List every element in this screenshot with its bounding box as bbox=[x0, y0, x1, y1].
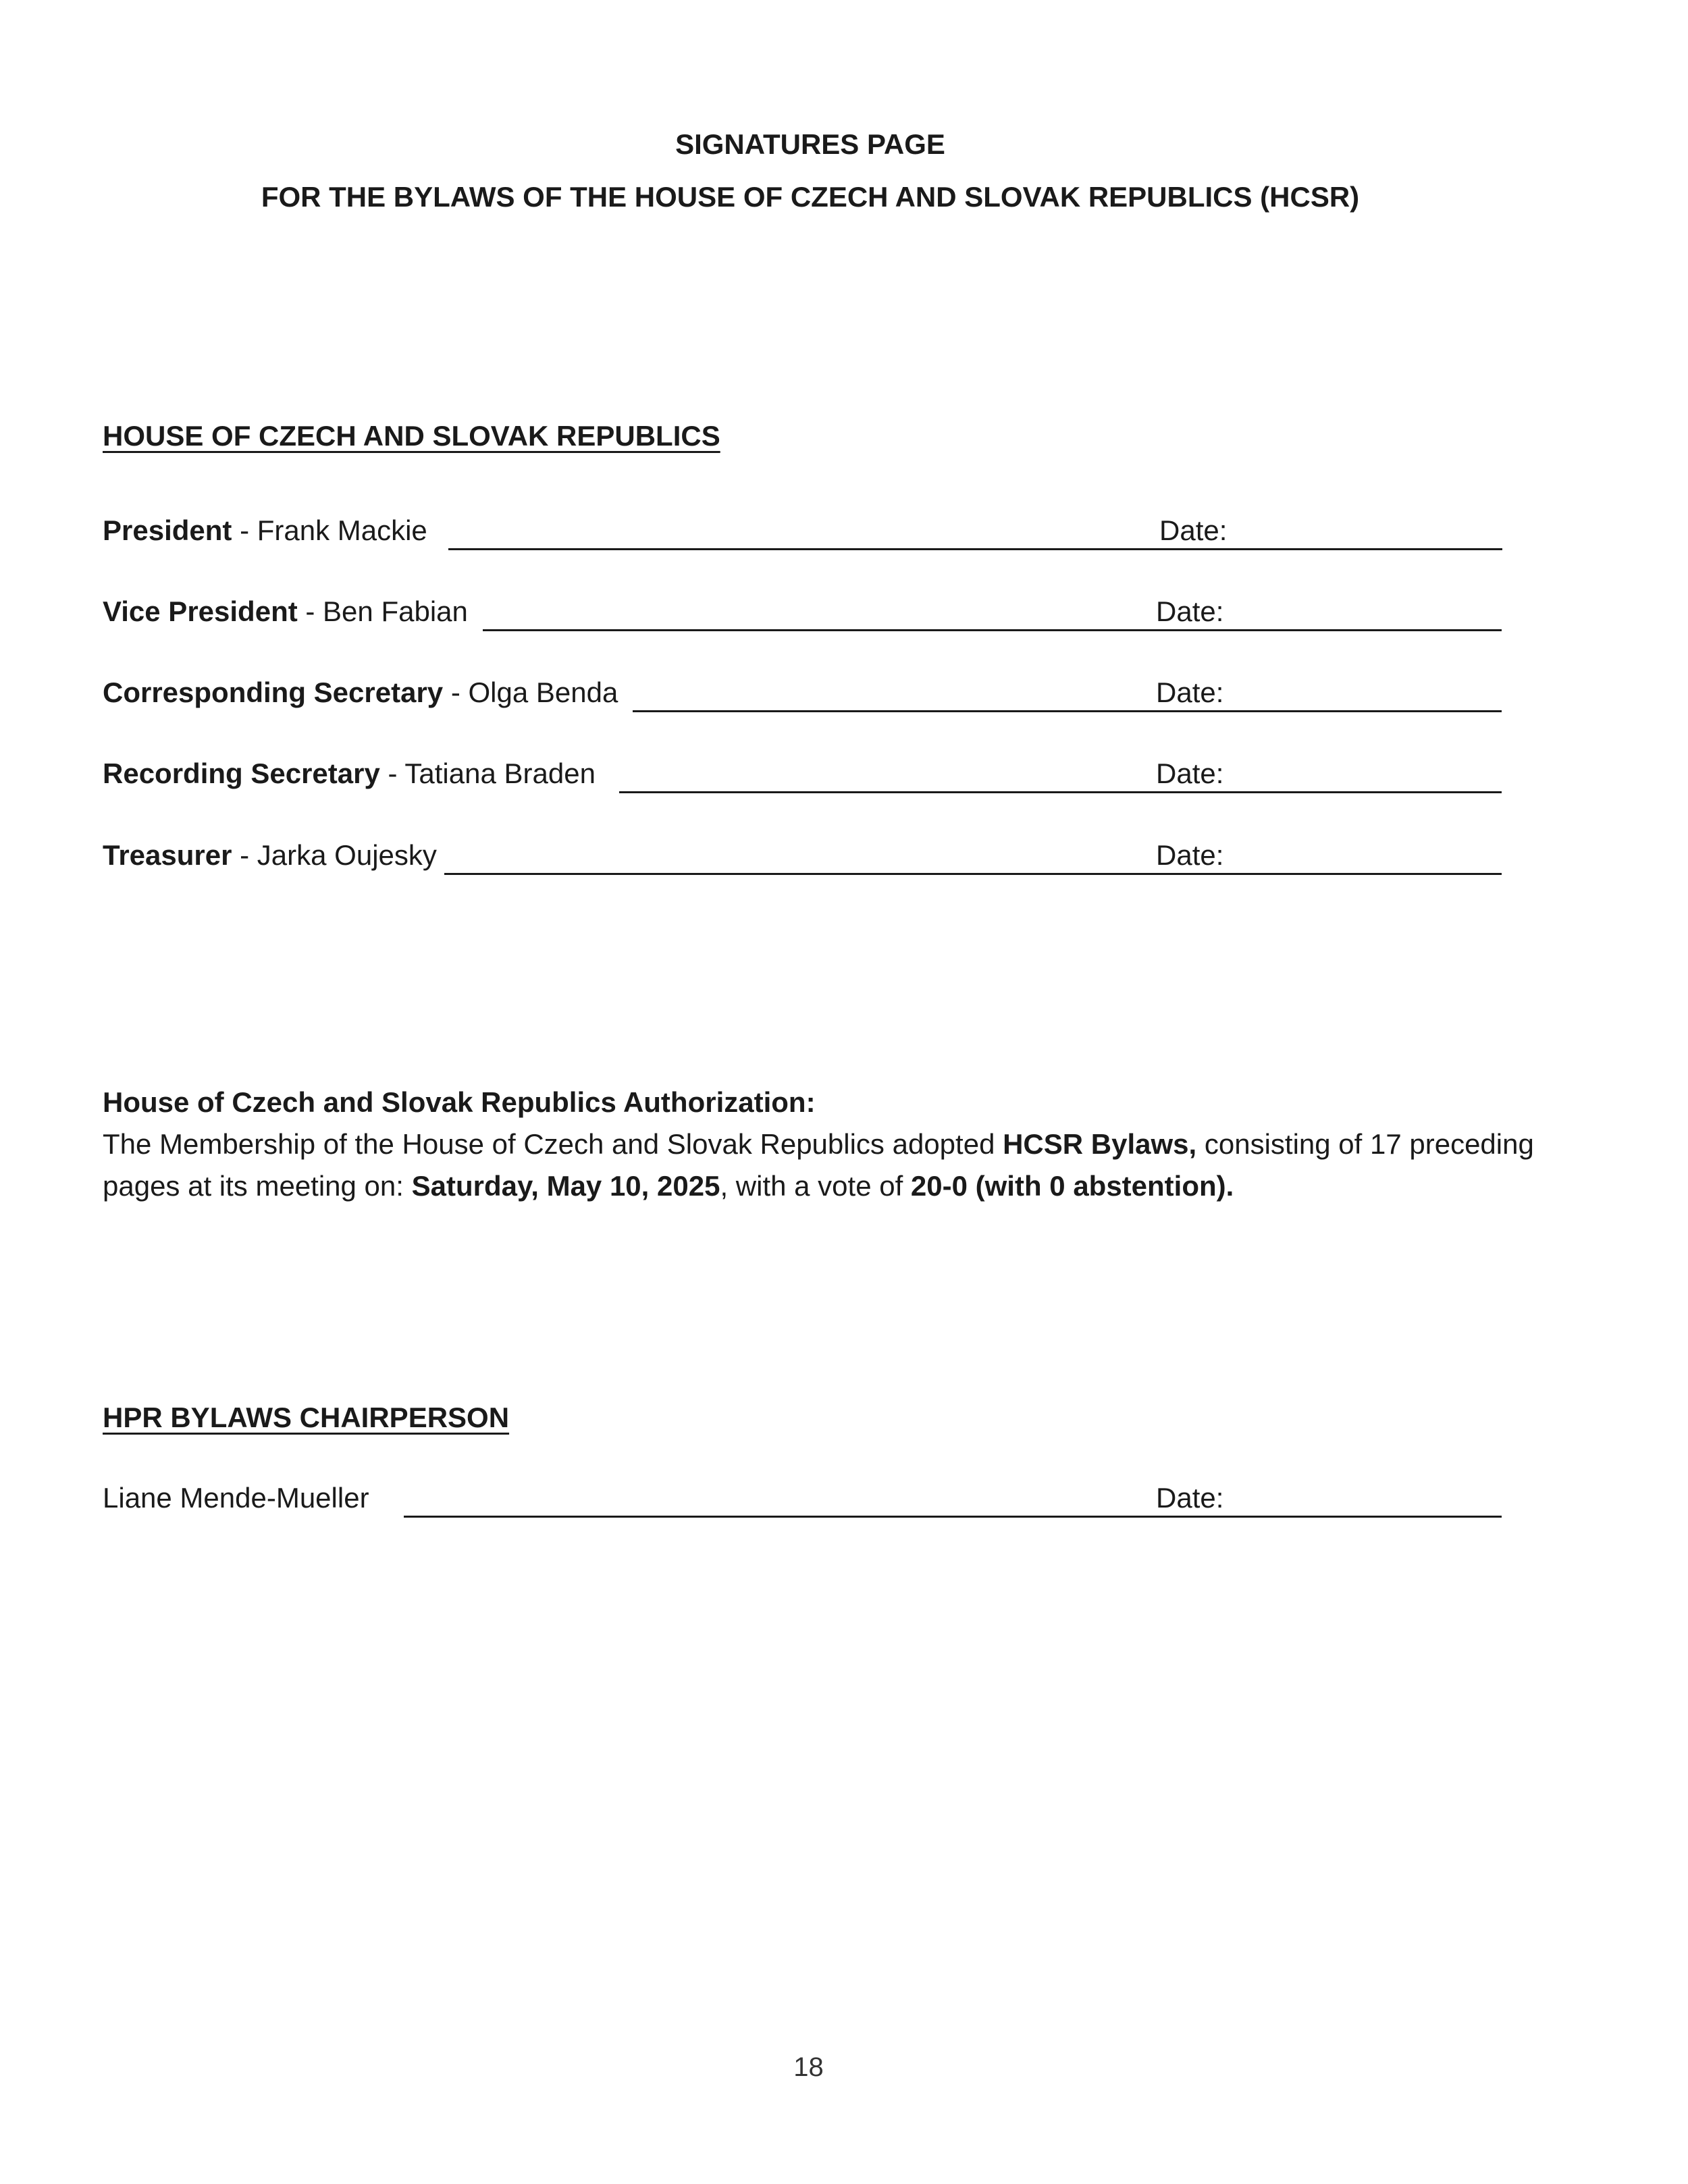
date-label: Date: bbox=[1156, 757, 1224, 789]
signer-label bbox=[103, 595, 468, 628]
signature-row-treasurer bbox=[103, 839, 1507, 880]
date-line[interactable] bbox=[1237, 710, 1502, 712]
officers-heading: HOUSE OF CZECH AND SLOVAK REPUBLICS bbox=[103, 420, 720, 452]
date-label: Date: bbox=[1156, 1482, 1224, 1514]
signature-row-president bbox=[103, 514, 1507, 555]
signature-row-vice-president bbox=[103, 595, 1507, 636]
date-label: Date: bbox=[1156, 595, 1224, 627]
signature-line[interactable] bbox=[483, 629, 1242, 631]
signature-line[interactable] bbox=[444, 873, 1242, 875]
date-label: Date: bbox=[1156, 676, 1224, 708]
signer-name: Liane Mende-Mueller bbox=[103, 1482, 369, 1514]
role-title: Treasurer bbox=[103, 839, 232, 871]
role-title: Vice President bbox=[103, 595, 298, 627]
role-title: Recording Secretary bbox=[103, 757, 380, 789]
signer-name: - Frank Mackie bbox=[232, 514, 427, 546]
role-title: Corresponding Secretary bbox=[103, 676, 444, 708]
signature-line[interactable] bbox=[448, 548, 1240, 550]
bylaws-name: HCSR Bylaws, bbox=[1003, 1128, 1197, 1160]
meeting-date: Saturday, May 10, 2025 bbox=[411, 1170, 720, 1202]
signer-name: - Olga Benda bbox=[443, 676, 618, 708]
signature-line[interactable] bbox=[633, 710, 1242, 712]
signature-row-chairperson bbox=[103, 1482, 1507, 1522]
signature-line[interactable] bbox=[619, 791, 1242, 793]
signer-name: - Ben Fabian bbox=[297, 595, 468, 627]
authorization-text-part: , with a vote of bbox=[720, 1170, 911, 1202]
signer-label bbox=[103, 757, 596, 790]
page-subtitle: FOR THE BYLAWS OF THE HOUSE OF CZECH AND SLOVAK REPUBLICS (HCSR) bbox=[261, 181, 1360, 213]
date-line[interactable] bbox=[1237, 1516, 1502, 1518]
authorization-text bbox=[103, 1123, 1534, 1207]
page-number: 18 bbox=[793, 2052, 824, 2082]
authorization-heading: House of Czech and Slovak Republics Authorization: bbox=[103, 1086, 816, 1118]
authorization-text-part: The Membership of the House of Czech and Slovak Republics adopted bbox=[103, 1128, 1003, 1160]
signer-label bbox=[103, 676, 618, 709]
signer-label bbox=[103, 839, 437, 872]
authorization-block bbox=[103, 1082, 1534, 1207]
authorization-text-part: consisting of 17 preceding pages at its meeting on: bbox=[103, 1128, 1534, 1202]
page-title: SIGNATURES PAGE bbox=[675, 128, 945, 160]
signer-label bbox=[103, 514, 427, 547]
signature-row-corresponding-secretary bbox=[103, 676, 1507, 717]
date-line[interactable] bbox=[1237, 629, 1502, 631]
date-line[interactable] bbox=[1239, 548, 1502, 550]
vote-result: 20-0 (with 0 abstention). bbox=[910, 1170, 1234, 1202]
signature-row-recording-secretary bbox=[103, 757, 1507, 798]
date-line[interactable] bbox=[1237, 791, 1502, 793]
signature-line[interactable] bbox=[404, 1516, 1240, 1518]
date-label: Date: bbox=[1156, 839, 1224, 871]
role-title: President bbox=[103, 514, 232, 546]
chairperson-heading: HPR BYLAWS CHAIRPERSON bbox=[103, 1402, 510, 1433]
signer-name: - Jarka Oujesky bbox=[232, 839, 437, 871]
date-label: Date: bbox=[1159, 514, 1228, 546]
date-line[interactable] bbox=[1237, 873, 1502, 875]
signer-name: - Tatiana Braden bbox=[379, 757, 596, 789]
